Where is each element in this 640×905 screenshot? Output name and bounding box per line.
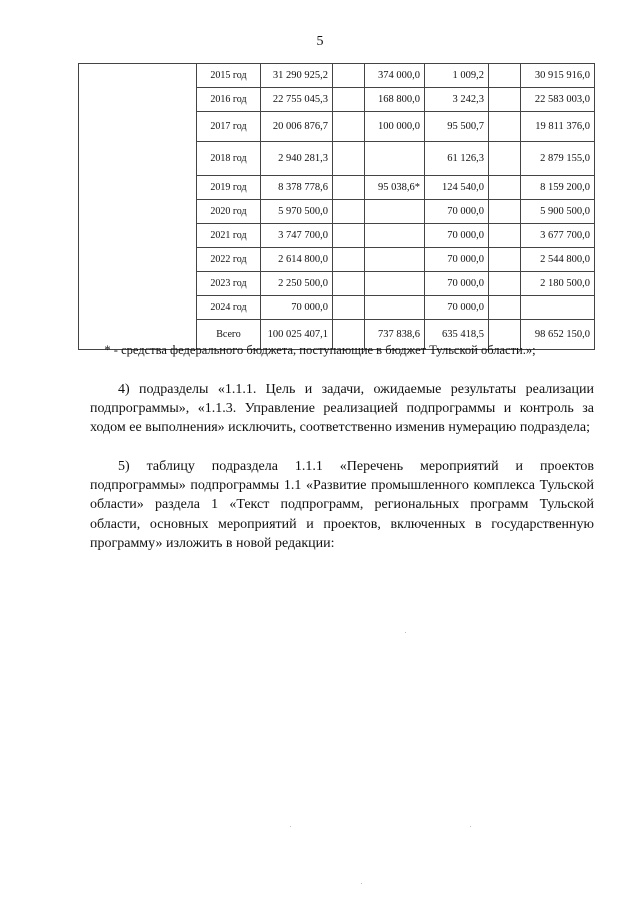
scan-speck (361, 883, 362, 884)
total-cell: 31 290 925,2 (261, 64, 333, 88)
empty-cell (333, 64, 365, 88)
regional-cell: 635 418,5 (425, 320, 489, 350)
total-cell: 2 614 800,0 (261, 248, 333, 272)
empty-cell (489, 224, 521, 248)
extra-budget-cell: 2 879 155,0 (521, 142, 595, 176)
extra-budget-cell: 2 544 800,0 (521, 248, 595, 272)
total-cell: 70 000,0 (261, 296, 333, 320)
empty-cell (333, 296, 365, 320)
federal-cell: 95 038,6* (365, 176, 425, 200)
empty-cell (489, 112, 521, 142)
extra-budget-cell: 3 677 700,0 (521, 224, 595, 248)
empty-cell (489, 248, 521, 272)
table-row (79, 64, 595, 88)
total-cell: 8 378 778,6 (261, 176, 333, 200)
page-number: 5 (316, 34, 324, 49)
regional-cell: 61 126,3 (425, 142, 489, 176)
paragraph-4: 4) подразделы «1.1.1. Цель и задачи, ожидаемые результаты реализации подпрограммы», «1.1.3. Управление реализацией подпрограммы и контроль за ходом ее выполнения» исключить, соответственно изменив нумерацию подраздела; (90, 382, 594, 436)
scan-speck (290, 826, 291, 827)
extra-budget-cell: 5 900 500,0 (521, 200, 595, 224)
total-cell: 100 025 407,1 (261, 320, 333, 350)
regional-cell: 124 540,0 (425, 176, 489, 200)
year-cell: Всего (197, 320, 261, 350)
federal-cell (365, 296, 425, 320)
empty-cell (333, 272, 365, 296)
year-cell: 2020 год (197, 200, 261, 224)
extra-budget-cell (521, 296, 595, 320)
year-cell: 2017 год (197, 112, 261, 142)
total-cell: 20 006 876,7 (261, 112, 333, 142)
empty-cell (333, 112, 365, 142)
year-cell: 2016 год (197, 88, 261, 112)
total-cell: 2 250 500,0 (261, 272, 333, 296)
federal-cell (365, 142, 425, 176)
total-cell: 22 755 045,3 (261, 88, 333, 112)
budget-table (78, 63, 595, 350)
empty-cell (489, 200, 521, 224)
extra-budget-cell: 19 811 376,0 (521, 112, 595, 142)
total-cell: 2 940 281,3 (261, 142, 333, 176)
year-cell: 2023 год (197, 272, 261, 296)
regional-cell: 70 000,0 (425, 200, 489, 224)
empty-cell (489, 296, 521, 320)
federal-cell (365, 224, 425, 248)
merged-label-cell (79, 64, 197, 350)
empty-cell (489, 176, 521, 200)
regional-cell: 70 000,0 (425, 296, 489, 320)
paragraph-5: 5) таблицу подраздела 1.1.1 «Перечень мероприятий и проектов подпрограммы» подпрограммы 1.1 «Развитие промышленного комплекса Тульской области» раздела 1 «Текст подпрограмм, региональных программ Тульской области, основных мероприятий и проектов, включенных в государственную программу» изложить в новой редакции: (90, 459, 594, 551)
federal-cell (365, 272, 425, 296)
regional-cell: 1 009,2 (425, 64, 489, 88)
year-cell: 2021 год (197, 224, 261, 248)
regional-cell: 70 000,0 (425, 248, 489, 272)
regional-cell: 95 500,7 (425, 112, 489, 142)
federal-cell: 100 000,0 (365, 112, 425, 142)
total-cell: 5 970 500,0 (261, 200, 333, 224)
footnote: * - средства федерального бюджета, поступающие в бюджет Тульской области.»; (104, 343, 536, 357)
year-cell: 2018 год (197, 142, 261, 176)
extra-budget-cell: 22 583 003,0 (521, 88, 595, 112)
extra-budget-cell: 8 159 200,0 (521, 176, 595, 200)
total-cell: 3 747 700,0 (261, 224, 333, 248)
federal-cell (365, 248, 425, 272)
year-cell: 2019 год (197, 176, 261, 200)
empty-cell (333, 200, 365, 224)
federal-cell: 374 000,0 (365, 64, 425, 88)
scan-speck (470, 826, 471, 827)
regional-cell: 70 000,0 (425, 224, 489, 248)
extra-budget-cell: 98 652 150,0 (521, 320, 595, 350)
empty-cell (489, 64, 521, 88)
year-cell: 2024 год (197, 296, 261, 320)
empty-cell (333, 224, 365, 248)
empty-cell (333, 176, 365, 200)
empty-cell (333, 88, 365, 112)
year-cell: 2022 год (197, 248, 261, 272)
scan-speck (405, 632, 406, 633)
empty-cell (333, 142, 365, 176)
extra-budget-cell: 30 915 916,0 (521, 64, 595, 88)
federal-cell: 168 800,0 (365, 88, 425, 112)
empty-cell (489, 142, 521, 176)
empty-cell (489, 272, 521, 296)
federal-cell: 737 838,6 (365, 320, 425, 350)
empty-cell (489, 88, 521, 112)
regional-cell: 70 000,0 (425, 272, 489, 296)
federal-cell (365, 200, 425, 224)
year-cell: 2015 год (197, 64, 261, 88)
empty-cell (333, 248, 365, 272)
extra-budget-cell: 2 180 500,0 (521, 272, 595, 296)
regional-cell: 3 242,3 (425, 88, 489, 112)
